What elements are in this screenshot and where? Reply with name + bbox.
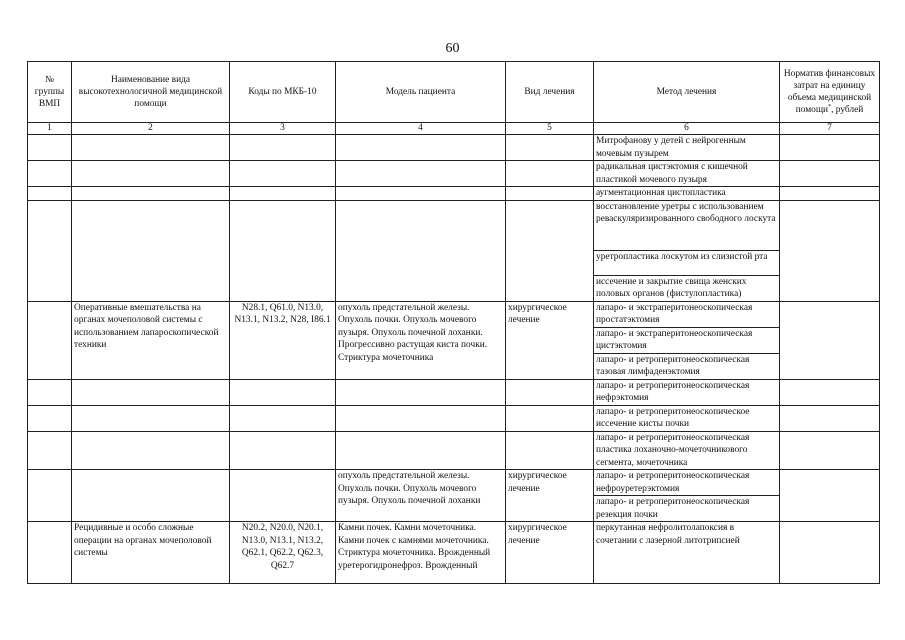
- treatment-method-cell: перкутанная нефролитолапоксия в сочетании с лазерной литотрипсией: [594, 522, 780, 584]
- treatment-method-cell: лапаро- и ретроперитонеоскопическое иссечение кисты почки: [594, 405, 780, 431]
- patient-model-cell: Камни почек. Камни мочеточника. Камни почек с камнями мочеточника. Стриктура мочеточника. Врожденный уретерогидронефроз. Врожденный: [336, 522, 506, 584]
- patient-model-cell: опухоль предстательной железы. Опухоль почки. Опухоль мочевого пузыря. Опухоль почечной лоханки. Прогрессивно растущая киста почки. Стриктура мочеточника: [336, 301, 506, 379]
- table-row: [28, 379, 880, 405]
- treatment-method-cell: лапаро- и экстраперитонеоскопическая простатэктомия: [594, 301, 780, 327]
- treatment-method-cell: лапаро- и ретроперитонеоскопическая нефроуретерэктомия: [594, 470, 780, 496]
- header-treatment-type: Вид лечения: [506, 62, 594, 123]
- header-cost-standard: [780, 62, 880, 123]
- treatment-method-cell: восстановление уретры с использованием реваскуляризированного свободного лоскута: [594, 200, 780, 250]
- treatment-method-cell: иссечение и закрытие свища женских половых органов (фистулопластика): [594, 275, 780, 301]
- table-row: [28, 522, 880, 584]
- treatment-method-cell: лапаро- и экстраперитонеоскопическая цистэктомия: [594, 327, 780, 353]
- table-row: [28, 405, 880, 431]
- icd-codes-cell: N28.1, Q61.0, N13.0, N13.1, N13.2, N28, I86.1: [230, 301, 336, 379]
- treatment-type-cell: хирургическое лечение: [506, 522, 594, 584]
- footnote-marker: *: [828, 103, 832, 110]
- column-number: 7: [780, 123, 880, 135]
- header-care-type: Наименование вида высокотехнологичной медицинской помощи: [72, 62, 230, 123]
- icd-codes-cell: N20.2, N20.0, N20.1, N13.0, N13.1, N13.2, Q62.1, Q62.2, Q62.3, Q62.7: [230, 522, 336, 584]
- vmp-table: [27, 61, 880, 584]
- header-group-number: № группы ВМП: [28, 62, 72, 123]
- table-row: [28, 161, 880, 187]
- treatment-method-cell: Митрофанову у детей с нейрогенным мочевым пузырем: [594, 135, 780, 161]
- column-number: 1: [28, 123, 72, 135]
- column-number: 6: [594, 123, 780, 135]
- column-number: 3: [230, 123, 336, 135]
- table-row: [28, 135, 880, 161]
- header-treatment-method: Метод лечения: [594, 62, 780, 123]
- table-row: [28, 301, 880, 327]
- column-number-row: [28, 123, 880, 135]
- column-number: 2: [72, 123, 230, 135]
- treatment-method-cell: уретропластика лоскутом из слизистой рта: [594, 250, 780, 275]
- header-cost-standard-unit: , рублей: [831, 105, 864, 115]
- treatment-type-cell: хирургическое лечение: [506, 301, 594, 379]
- treatment-method-cell: радикальная цистэктомия с кишечной пластикой мочевого пузыря: [594, 161, 780, 187]
- column-number: 5: [506, 123, 594, 135]
- treatment-method-cell: аугментационная цистопластика: [594, 187, 780, 201]
- table-row: [28, 187, 880, 201]
- treatment-type-cell: хирургическое лечение: [506, 470, 594, 522]
- treatment-method-cell: лапаро- и ретроперитонеоскопическая тазовая лимфаденэктомия: [594, 353, 780, 379]
- treatment-method-cell: лапаро- и ретроперитонеоскопическая резекция почки: [594, 496, 780, 522]
- column-number: 4: [336, 123, 506, 135]
- care-type-cell: Оперативные вмешательства на органах мочеполовой системы с использованием лапароскопической техники: [72, 301, 230, 379]
- header-cost-standard-text: Норматив финансовых затрат на единицу объема медицинской помощи: [783, 69, 876, 115]
- table-header: [28, 62, 880, 123]
- table-row: [28, 200, 880, 250]
- patient-model-cell: опухоль предстательной железы. Опухоль почки. Опухоль мочевого пузыря. Опухоль почечной лоханки: [336, 470, 506, 522]
- header-icd-codes: Коды по МКБ-10: [230, 62, 336, 123]
- treatment-method-cell: лапаро- и ретроперитонеоскопическая пластика лоханочно-мочеточникового сегмента, мочеточника: [594, 431, 780, 470]
- care-type-cell: Рецидивные и особо сложные операции на органах мочеполовой системы: [72, 522, 230, 584]
- table-row: [28, 431, 880, 470]
- page-number: 60: [445, 41, 460, 56]
- header-patient-model: Модель пациента: [336, 62, 506, 123]
- treatment-method-cell: лапаро- и ретроперитонеоскопическая нефрэктомия: [594, 379, 780, 405]
- table-row: [28, 470, 880, 496]
